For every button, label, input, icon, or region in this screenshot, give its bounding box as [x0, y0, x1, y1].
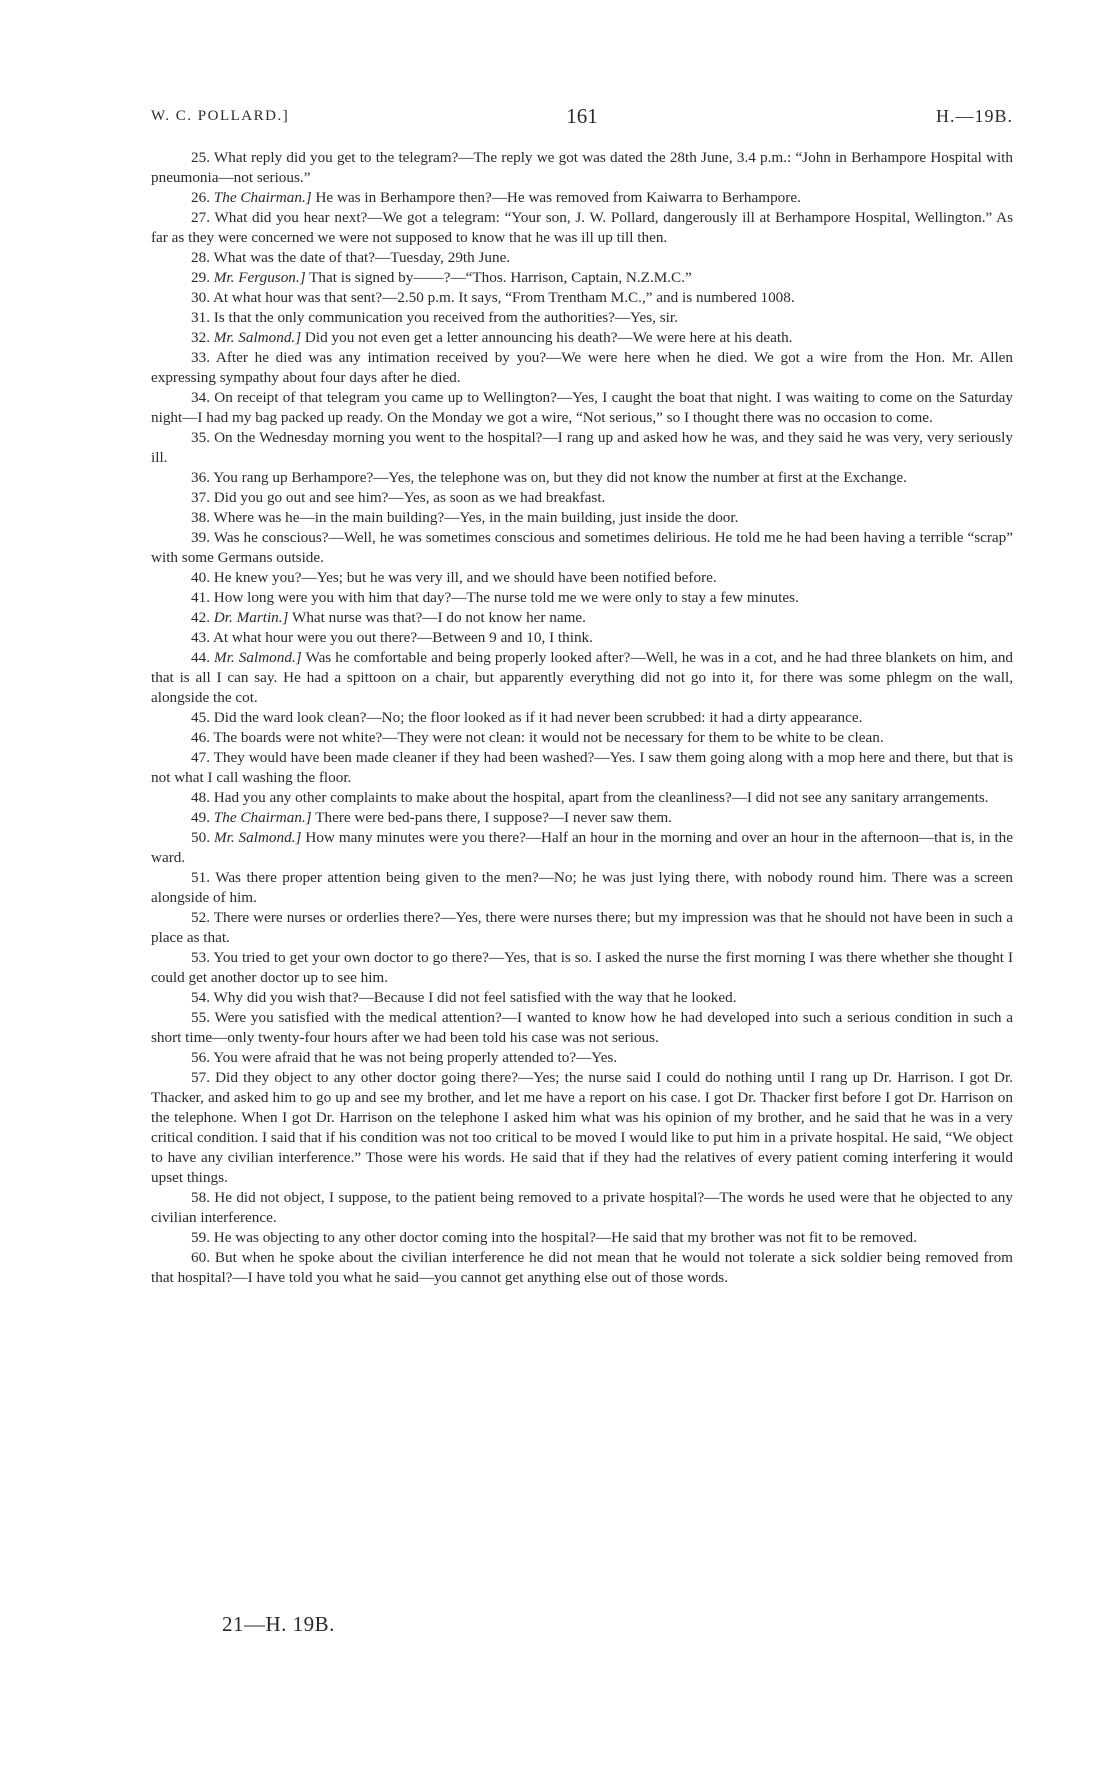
testimony-text: 38. Where was he—in the main building?—Yes, in the main building, just inside the door.: [191, 509, 739, 526]
testimony-paragraph: [151, 1008, 1013, 1048]
testimony-text: 40. He knew you?—Yes; but he was very ill, and we should have been notified before.: [191, 569, 717, 586]
testimony-paragraph: [151, 248, 1013, 268]
testimony-text: 48. Had you any other complaints to make about the hospital, apart from the cleanliness?—I did not see any sanitary arrangements.: [191, 789, 989, 806]
testimony-body: [151, 148, 1013, 1288]
question-number: 44.: [191, 649, 210, 666]
signature-mark: 21—H. 19B.: [222, 1612, 335, 1636]
testimony-text: 54. Why did you wish that?—Because I did not feel satisfied with the way that he looked.: [191, 989, 737, 1006]
testimony-text: Did you not even get a letter announcing his death?—We were here at his death.: [304, 329, 793, 346]
speaker-name: Mr. Ferguson.]: [213, 269, 306, 286]
testimony-text: 27. What did you hear next?—We got a telegram: “Your son, J. W. Pollard, dangerously ill at Berhampore Hospital, Wellington.” As far as they were concerned we were not supposed to know that he was ill up till then.: [151, 209, 1013, 246]
testimony-paragraph: [151, 628, 1013, 648]
testimony-paragraph: [151, 748, 1013, 788]
page-header: [151, 104, 1013, 130]
testimony-paragraph: [151, 708, 1013, 728]
testimony-text: How many minutes were you there?—Half an hour in the morning and over an hour in the afternoon—that is, in the ward.: [151, 829, 1014, 866]
testimony-text: 52. There were nurses or orderlies there?—Yes, there were nurses there; but my impression was that he should not have been in such a place as that.: [151, 909, 1013, 946]
testimony-text: 56. You were afraid that he was not being properly attended to?—Yes.: [191, 1049, 618, 1066]
testimony-text: 60. But when he spoke about the civilian interference he did not mean that he would not tolerate a sick soldier being removed from that hospital?—I have told you what he said—you cannot get anything else out of those words.: [151, 1249, 1013, 1286]
testimony-text: 36. You rang up Berhampore?—Yes, the telephone was on, but they did not know the number at first at the Exchange.: [191, 469, 907, 486]
testimony-text: 37. Did you go out and see him?—Yes, as soon as we had breakfast.: [191, 489, 606, 506]
testimony-paragraph: [151, 568, 1013, 588]
testimony-paragraph: [151, 648, 1013, 708]
testimony-paragraph: [151, 728, 1013, 748]
testimony-paragraph: [151, 1068, 1013, 1188]
testimony-paragraph: [151, 508, 1013, 528]
testimony-text: 33. After he died was any intimation received by you?—We were here when he died. We got a wire from the Hon. Mr. Allen expressing sympathy about four days after he died.: [151, 349, 1013, 386]
testimony-paragraph: [151, 308, 1013, 328]
speaker-name: Mr. Salmond.]: [214, 649, 302, 666]
testimony-paragraph: [151, 828, 1013, 868]
testimony-paragraph: [151, 988, 1013, 1008]
testimony-text: 53. You tried to get your own doctor to go there?—Yes, that is so. I asked the nurse the first morning I was there whether she thought I could get another doctor up to see him.: [151, 949, 1013, 986]
testimony-text: There were bed-pans there, I suppose?—I never saw them.: [315, 809, 672, 826]
testimony-paragraph: [151, 788, 1013, 808]
testimony-paragraph: [151, 1248, 1013, 1288]
testimony-paragraph: [151, 208, 1013, 248]
testimony-paragraph: [151, 468, 1013, 488]
testimony-paragraph: [151, 268, 1013, 288]
testimony-text: 51. Was there proper attention being given to the men?—No; he was just lying there, with nobody round him. There was a screen alongside of him.: [151, 869, 1013, 906]
question-number: 29.: [191, 269, 210, 286]
testimony-paragraph: [151, 1048, 1013, 1068]
testimony-text: 28. What was the date of that?—Tuesday, 29th June.: [191, 249, 511, 266]
testimony-paragraph: [151, 488, 1013, 508]
testimony-text: 58. He did not object, I suppose, to the patient being removed to a private hospital?—The words he used were that he objected to any civilian interference.: [151, 1189, 1013, 1226]
testimony-text: 59. He was objecting to any other doctor coming into the hospital?—He said that my brother was not fit to be removed.: [191, 1229, 917, 1246]
testimony-text: Was he comfortable and being properly looked after?—Well, he was in a cot, and he had three blankets on him, and that is all I can say. He had a spittoon on a chair, but apparently everything did not go into it, for there was some phlegm on the wall, alongside the cot.: [151, 649, 1014, 706]
speaker-name: The Chairman.]: [213, 189, 312, 206]
testimony-paragraph: [151, 608, 1013, 628]
testimony-text: 39. Was he conscious?—Well, he was sometimes conscious and sometimes delirious. He told me he had been having a terrible “scrap” with some Germans outside.: [151, 529, 1013, 566]
testimony-paragraph: [151, 1228, 1013, 1248]
testimony-paragraph: [151, 428, 1013, 468]
witness-name: W. C. POLLARD.]: [151, 108, 290, 124]
question-number: 32.: [191, 329, 210, 346]
testimony-text: 47. They would have been made cleaner if they had been washed?—Yes. I saw them going along with a mop here and there, but that is not what I call washing the floor.: [151, 749, 1013, 786]
testimony-paragraph: [151, 528, 1013, 568]
testimony-text: 34. On receipt of that telegram you came up to Wellington?—Yes, I caught the boat that night. I was waiting to come on the Saturday night—I had my bag packed up ready. On the Monday we got a wire, “Not serious,” so I thought there was no occasion to come.: [151, 389, 1013, 426]
testimony-text: 31. Is that the only communication you received from the authorities?—Yes, sir.: [191, 309, 678, 326]
testimony-paragraph: [151, 808, 1013, 828]
question-number: 50.: [191, 829, 210, 846]
testimony-paragraph: [151, 588, 1013, 608]
testimony-text: 45. Did the ward look clean?—No; the floor looked as if it had never been scrubbed: it had a dirty appearance.: [191, 709, 863, 726]
question-number: 49.: [191, 809, 210, 826]
page-number: 161: [566, 104, 598, 128]
testimony-text: 25. What reply did you get to the telegram?—The reply we got was dated the 28th June, 3.4 p.m.: “John in Berhampore Hospital with pneumonia—not serious.”: [151, 149, 1013, 186]
testimony-text: 55. Were you satisfied with the medical attention?—I wanted to know how he had developed into such a serious condition in such a short time—only twenty-four hours after we had been told his case was not serious.: [151, 1009, 1013, 1046]
testimony-text: That is signed by——?—“Thos. Harrison, Captain, N.Z.M.C.”: [309, 269, 692, 286]
speaker-name: Mr. Salmond.]: [213, 329, 302, 346]
testimony-paragraph: [151, 328, 1013, 348]
testimony-text: 30. At what hour was that sent?—2.50 p.m. It says, “From Trentham M.C.,” and is numbered 1008.: [191, 289, 795, 306]
document-reference: H.—19B.: [935, 106, 1013, 126]
testimony-text: 43. At what hour were you out there?—Between 9 and 10, I think.: [191, 629, 593, 646]
testimony-paragraph: [151, 908, 1013, 948]
testimony-paragraph: [151, 148, 1013, 188]
testimony-paragraph: [151, 288, 1013, 308]
testimony-paragraph: [151, 388, 1013, 428]
testimony-text: 35. On the Wednesday morning you went to the hospital?—I rang up and asked how he was, and they said he was very, very seriously ill.: [151, 429, 1013, 466]
testimony-text: What nurse was that?—I do not know her name.: [292, 609, 586, 626]
testimony-text: 46. The boards were not white?—They were not clean: it would not be necessary for them to be white to be clean.: [191, 729, 884, 746]
testimony-text: 41. How long were you with him that day?—The nurse told me we were only to stay a few minutes.: [191, 589, 799, 606]
question-number: 26.: [191, 189, 210, 206]
testimony-paragraph: [151, 1188, 1013, 1228]
testimony-paragraph: [151, 868, 1013, 908]
speaker-name: Dr. Martin.]: [213, 609, 289, 626]
speaker-name: Mr. Salmond.]: [213, 829, 302, 846]
testimony-paragraph: [151, 948, 1013, 988]
testimony-paragraph: [151, 348, 1013, 388]
question-number: 42.: [191, 609, 210, 626]
testimony-paragraph: [151, 188, 1013, 208]
speaker-name: The Chairman.]: [213, 809, 312, 826]
testimony-text: 57. Did they object to any other doctor going there?—Yes; the nurse said I could do nothing until I rang up Dr. Harrison. I got Dr. Thacker, and asked him to go up and see my brother, and let me have a report on his case. I got Dr. Thacker first before I got Dr. Harrison on the telephone. When I got Dr. Harrison on the telephone I asked him what was his opinion of my brother, and he said that he was in a very critical condition. I said that if his condition was not too critical to be moved I would like to put him in a private hospital. He said, “We object to have any civilian interference.” Those were his words. He said that if they had the relatives of every patient coming interfering it would upset things.: [151, 1069, 1013, 1186]
testimony-text: He was in Berhampore then?—He was removed from Kaiwarra to Berhampore.: [315, 189, 801, 206]
